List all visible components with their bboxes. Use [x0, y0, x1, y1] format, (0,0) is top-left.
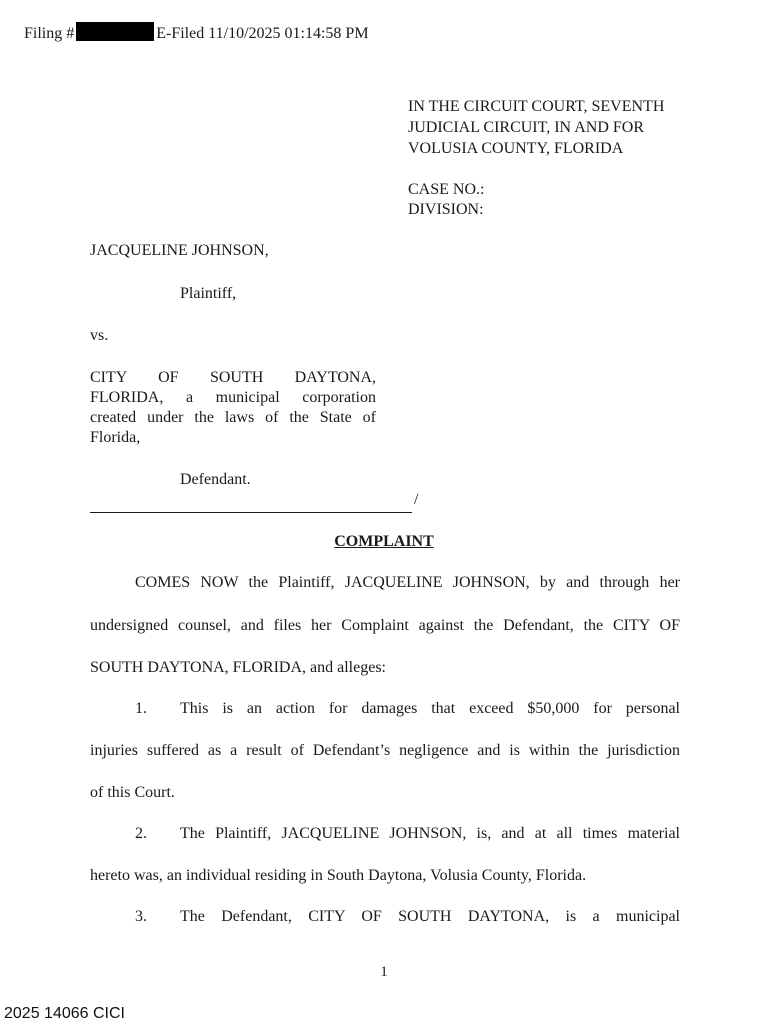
paragraph-line: This is an action for damages that exceed $50,000 for personal	[180, 700, 680, 717]
plaintiff-role: Plaintiff,	[180, 285, 237, 302]
caption-rule	[90, 512, 412, 513]
defendant-role: Defendant.	[180, 471, 251, 488]
case-stamp: 2025 14066 CICI	[4, 1005, 125, 1022]
intro-line: COMES NOW the Plaintiff, JACQUELINE JOHNSON, by and through her	[135, 574, 680, 591]
caption-slash: /	[414, 491, 419, 508]
filing-prefix: Filing #	[24, 25, 75, 42]
paragraph-number: 3.	[135, 908, 147, 925]
case-info	[408, 180, 484, 220]
paragraph-line: hereto was, an individual residing in South Daytona, Volusia County, Florida.	[90, 867, 587, 884]
paragraph-number: 2.	[135, 825, 147, 842]
defendant-line: CITY OF SOUTH DAYTONA,	[90, 369, 376, 386]
case-number-label: CASE NO.:	[408, 181, 485, 198]
paragraph-line: injuries suffered as a result of Defendant’s negligence and is within the jurisdiction	[90, 742, 680, 759]
filing-header	[24, 22, 369, 43]
court-line: IN THE CIRCUIT COURT, SEVENTH	[408, 98, 665, 115]
court-heading	[408, 96, 664, 159]
court-line: JUDICIAL CIRCUIT, IN AND FOR	[408, 119, 644, 136]
document-title: COMPLAINT	[334, 533, 434, 550]
defendant-line: FLORIDA, a municipal corporation	[90, 389, 376, 406]
defendant-description	[90, 368, 376, 448]
division-label: DIVISION:	[408, 201, 484, 218]
efiled-timestamp: E-Filed 11/10/2025 01:14:58 PM	[156, 25, 369, 42]
paragraph-line: The Defendant, CITY OF SOUTH DAYTONA, is a municipal	[180, 908, 680, 925]
paragraph-line: of this Court.	[90, 784, 175, 801]
plaintiff-name: JACQUELINE JOHNSON,	[90, 242, 269, 259]
intro-line: undersigned counsel, and files her Complaint against the Defendant, the CITY OF	[90, 617, 680, 634]
redaction-box	[76, 22, 154, 41]
paragraph-number: 1.	[135, 700, 147, 717]
defendant-line: created under the laws of the State of	[90, 409, 376, 426]
paragraph-line: The Plaintiff, JACQUELINE JOHNSON, is, and at all times material	[180, 825, 680, 842]
court-line: VOLUSIA COUNTY, FLORIDA	[408, 140, 624, 157]
page-number: 1	[380, 964, 388, 980]
versus-label: vs.	[90, 327, 109, 344]
intro-line: SOUTH DAYTONA, FLORIDA, and alleges:	[90, 659, 386, 676]
defendant-line: Florida,	[90, 429, 141, 446]
